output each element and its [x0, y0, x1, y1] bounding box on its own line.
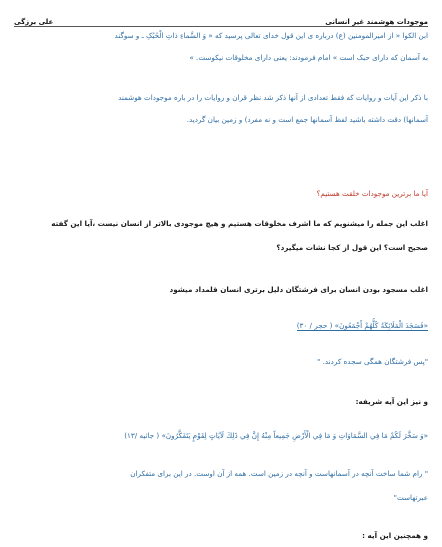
translation-1: "پس فرشتگان همگی سجده کردند. " — [317, 357, 428, 366]
paragraph-1-line-1: ابن الکوا « از امیرالمومنین (ع) درباره ی این قول خدای تعالی پرسید که « وَ السَّماءِ ذاتِ الْحُبُکِ ـ و سوگند — [114, 31, 428, 40]
paragraph-1-line-2: به آسمان که دارای حبک است » امام فرمودند: یعنی دارای مخلوقات نیکوست. » — [189, 53, 428, 62]
translation-2-line-1: " رام شما ساخت آنچه در آسمانهاست و آنچه در زمین است. همه از آن اوست. در این برای متفکران — [130, 469, 428, 478]
page-header — [14, 0, 428, 27]
paragraph-5: و نیز این آیه شریفه: — [355, 397, 428, 406]
question-heading: آیا ما برترین موجودات خلقت هستیم؟ — [316, 189, 428, 198]
quran-verse-2: «وَ سَخَّرَ لَكُمْ مَا فِي السَّمَاوَاتِ وَ مَا فِي الْأَرْضِ جَمِيعاً مِنْهُ إِنَّ فِي ذَلِكَ لَآيَاتٍ لِقَوْمٍ يَتَفَكَّرُونَ» ( جاثیه /۱۳) — [124, 431, 428, 440]
header-title: موجودات هوشمند غیر انسانی — [325, 18, 428, 26]
quran-verse-1-text: «فَسَجَدَ الْمَلَائِكَةُ كُلُّهُمْ أَجْمَعُونَ» ( حجر / ۳۰) — [296, 321, 428, 330]
paragraph-6: و همچنین این آیه : — [362, 531, 428, 540]
header-author: علی برزگی — [14, 18, 54, 26]
paragraph-2-line-1: با ذکر این آیات و روایات که فقط تعدادی از آنها ذکر شد نظر قران و روایات را در باره موجودات هوشمند — [118, 93, 428, 102]
paragraph-3-line-1: اغلب این جمله را میشنویم که ما اشرف مخلوقات هستیم و هیچ موجودی بالاتر از انسان نیست ،آیا این گفته — [51, 219, 428, 228]
paragraph-2-line-2: آسمانها) دقت داشته باشید لفظ آسمانها جمع است و نه مفرد) و زمین بیان گردید. — [186, 115, 428, 124]
quran-verse-1 — [14, 318, 428, 334]
paragraph-3-line-2: صحیح است؟ این قول از کجا نشات میگیرد؟ — [276, 243, 428, 252]
translation-2-line-2: عبرتهاست" — [393, 493, 428, 502]
paragraph-4: اغلب مسجود بودن انسان برای فرشتگان دلیل برتری انسان قلمداد میشود — [169, 285, 428, 294]
